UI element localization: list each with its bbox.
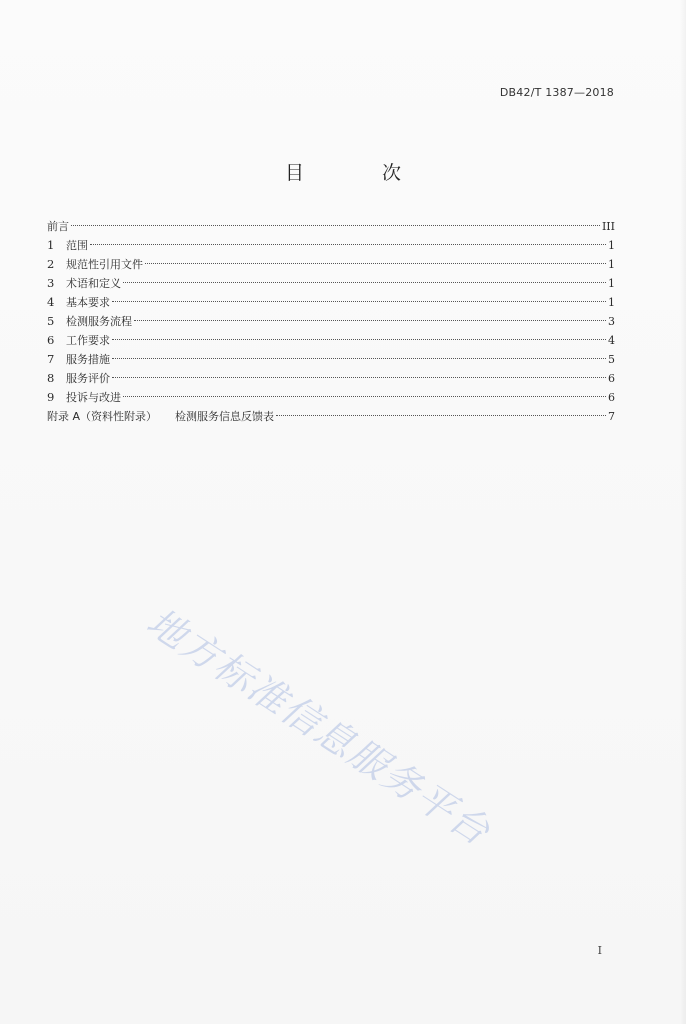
toc-entry-page: 1 [608, 296, 615, 309]
toc-entry-number: 5 [47, 314, 55, 328]
toc-entry-label: 工作要求 [66, 334, 110, 347]
toc-entry-label: 基本要求 [66, 296, 110, 309]
toc-entry-number: 7 [47, 352, 55, 366]
toc-entry-page: 6 [608, 391, 615, 404]
toc-entry-foreword[interactable] [47, 217, 615, 236]
toc-entry-label: 投诉与改进 [66, 391, 121, 404]
dot-leader [134, 320, 606, 321]
dot-leader [112, 377, 606, 378]
toc-entry-service-evaluation[interactable] [47, 369, 615, 388]
toc-entry-label: 检测服务流程 [66, 315, 132, 328]
toc-entry-page: 1 [608, 258, 615, 271]
toc-entry-work-requirements[interactable] [47, 331, 615, 350]
toc-entry-page: 1 [608, 277, 615, 290]
toc-entry-label: 附录 A（资料性附录） [47, 410, 158, 423]
toc-entry-label: 范围 [66, 239, 88, 252]
toc-entry-label: 术语和定义 [66, 277, 121, 290]
toc-entry-number: 4 [47, 295, 55, 309]
toc-title: 目 次 [284, 162, 438, 184]
toc-entry-testing-service-process[interactable] [47, 312, 615, 331]
scan-edge-shadow [680, 0, 686, 1024]
dot-leader [112, 339, 606, 340]
watermark-text: 地方标准信息服务平台 [139, 599, 499, 855]
dot-leader [276, 415, 606, 416]
toc-entry-complaints-improvement[interactable] [47, 388, 615, 407]
toc-entry-label: 服务措施 [66, 353, 110, 366]
toc-entry-page: 6 [608, 372, 615, 385]
dot-leader [145, 263, 606, 264]
toc-entry-page: III [601, 220, 615, 233]
dot-leader [123, 396, 606, 397]
toc-entry-page: 3 [608, 315, 615, 328]
toc-entry-label: 服务评价 [66, 372, 110, 385]
toc-entry-basic-requirements[interactable] [47, 293, 615, 312]
toc-entry-label: 前言 [47, 220, 69, 233]
dot-leader [90, 244, 606, 245]
toc-entry-number: 8 [47, 371, 55, 385]
toc-entry-normative-references[interactable] [47, 255, 615, 274]
toc-entry-terms-definitions[interactable] [47, 274, 615, 293]
toc-entry-number: 3 [47, 276, 55, 290]
toc-entry-page: 1 [608, 239, 615, 252]
toc-entry-number: 9 [47, 390, 55, 404]
toc-entry-appendix-title: 检测服务信息反馈表 [175, 410, 275, 423]
page-number: I [597, 944, 602, 957]
table-of-contents [47, 217, 615, 426]
dot-leader [71, 225, 600, 226]
dot-leader [112, 358, 606, 359]
toc-entry-page: 4 [608, 334, 615, 347]
toc-entry-scope[interactable] [47, 236, 615, 255]
standard-code: DB42/T 1387—2018 [499, 86, 614, 99]
toc-entry-service-measures[interactable] [47, 350, 615, 369]
toc-entry-number: 6 [47, 333, 55, 347]
toc-entry-number: 2 [47, 257, 55, 271]
toc-entry-appendix-a[interactable] [47, 407, 615, 426]
dot-leader [112, 301, 606, 302]
toc-entry-number: 1 [47, 238, 55, 252]
toc-entry-label: 规范性引用文件 [66, 258, 143, 271]
dot-leader [123, 282, 606, 283]
toc-entry-page: 5 [608, 353, 615, 366]
toc-entry-page: 7 [608, 410, 615, 423]
